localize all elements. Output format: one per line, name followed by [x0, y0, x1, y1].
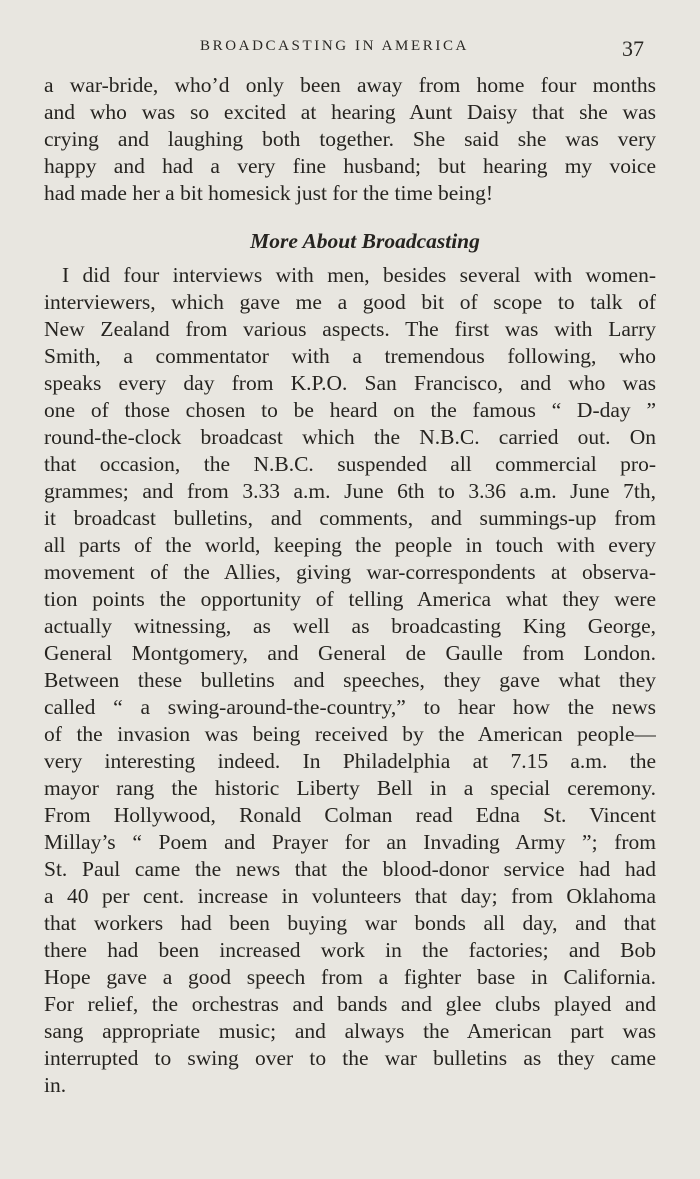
text-line: Smith, a commentator with a tremendous following, who	[44, 344, 656, 368]
text-line: tion points the opportunity of telling America what they were	[44, 587, 656, 611]
text-line: it broadcast bulletins, and comments, and summings-up from	[44, 506, 656, 530]
text-line: round-the-clock broadcast which the N.B.C. carried out. On	[44, 425, 656, 449]
text-line: actually witnessing, as well as broadcasting King George,	[44, 614, 656, 638]
text-line: one of those chosen to be heard on the famous “ D-day ”	[44, 398, 656, 422]
text-line: speaks every day from K.P.O. San Francisco, and who was	[44, 371, 656, 395]
text-line: all parts of the world, keeping the people in touch with every	[44, 533, 656, 557]
text-line: there had been increased work in the factories; and Bob	[44, 938, 656, 962]
text-line: that workers had been buying war bonds all day, and that	[44, 911, 656, 935]
paragraph-2	[44, 262, 656, 1099]
text-line: sang appropriate music; and always the American part was	[44, 1019, 656, 1043]
text-line: Millay’s “ Poem and Prayer for an Invading Army ”; from	[44, 830, 656, 854]
text-line: and who was so excited at hearing Aunt Daisy that she was	[44, 100, 656, 124]
text-line: New Zealand from various aspects. The first was with Larry	[44, 317, 656, 341]
text-line: interviewers, which gave me a good bit of scope to talk of	[44, 290, 656, 314]
section-heading: More About Broadcasting	[250, 229, 480, 253]
paragraph-1	[44, 72, 656, 207]
text-line: happy and had a very fine husband; but hearing my voice	[44, 154, 656, 178]
text-line: that occasion, the N.B.C. suspended all commercial pro-	[44, 452, 656, 476]
text-line: had made her a bit homesick just for the time being!	[44, 181, 493, 205]
running-title: BROADCASTING IN AMERICA	[200, 38, 469, 54]
text-line: From Hollywood, Ronald Colman read Edna St. Vincent	[44, 803, 656, 827]
text-line: I did four interviews with men, besides several with women-	[62, 263, 656, 287]
text-line: mayor rang the historic Liberty Bell in a special ceremony.	[44, 776, 656, 800]
text-line: of the invasion was being received by the American people—	[44, 722, 656, 746]
text-line: St. Paul came the news that the blood-donor service had had	[44, 857, 656, 881]
text-line: called “ a swing-around-the-country,” to hear how the news	[44, 695, 656, 719]
text-line: a 40 per cent. increase in volunteers that day; from Oklahoma	[44, 884, 656, 908]
text-line: General Montgomery, and General de Gaulle from London.	[44, 641, 656, 665]
text-line: crying and laughing both together. She said she was very	[44, 127, 656, 151]
text-line: a war-bride, who’d only been away from home four months	[44, 73, 656, 97]
text-line: interrupted to swing over to the war bulletins as they came	[44, 1046, 656, 1070]
text-line: in.	[44, 1073, 67, 1097]
text-line: Between these bulletins and speeches, they gave what they	[44, 668, 656, 692]
text-line: Hope gave a good speech from a fighter base in California.	[44, 965, 656, 989]
text-line: movement of the Allies, giving war-correspondents at observa-	[44, 560, 656, 584]
text-line: For relief, the orchestras and bands and glee clubs played and	[44, 992, 656, 1016]
text-line: very interesting indeed. In Philadelphia at 7.15 a.m. the	[44, 749, 656, 773]
page-number: 37	[622, 36, 644, 61]
text-line: grammes; and from 3.33 a.m. June 6th to 3.36 a.m. June 7th,	[44, 479, 656, 503]
